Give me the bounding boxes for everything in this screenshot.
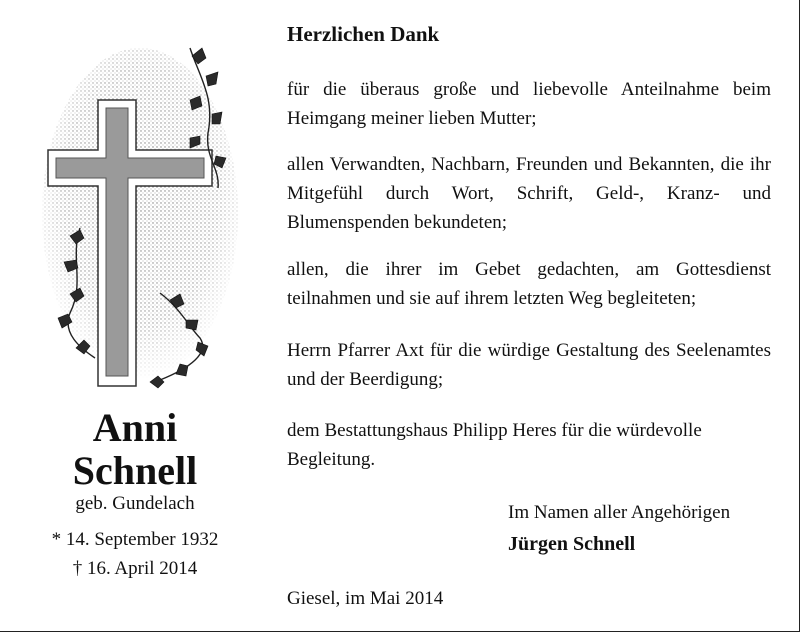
birth-date: * 14. September 1932 (51, 529, 219, 550)
thanks-paragraph: dem Bestattungshaus Philipp Heres für die würdevolle Begleitung. (287, 420, 702, 470)
deceased-last-name: Schnell (72, 448, 198, 493)
notice-heading: Herzlichen Dank (287, 22, 440, 46)
deceased-first-name: Anni (92, 405, 178, 450)
thanks-paragraph: allen, die ihrer im Gebet gedachten, am Gottesdienst teilnahmen und sie auf ihrem letzten Weg begleiteten; (287, 259, 771, 309)
signature-intro: Im Namen aller Angehörigen (508, 502, 731, 523)
signature-name: Jürgen Schnell (508, 533, 636, 555)
thanks-paragraph: Herrn Pfarrer Axt für die würdige Gestaltung des Seelenamtes und der Beerdigung; (287, 340, 771, 390)
place-date: Giesel, im Mai 2014 (287, 588, 444, 609)
maiden-name: geb. Gundelach (75, 493, 195, 514)
cross-icon (40, 38, 250, 398)
thanks-paragraph: für die überaus große und liebevolle Anteilnahme beim Heimgang meiner lieben Mutter; (287, 79, 771, 129)
death-date: † 16. April 2014 (72, 558, 198, 579)
thanks-paragraph: allen Verwandten, Nachbarn, Freunden und Bekannten, die ihr Mitgefühl durch Wort, Schrift, Geld-, Kranz- und Blumenspenden bekundeten; (287, 154, 771, 233)
